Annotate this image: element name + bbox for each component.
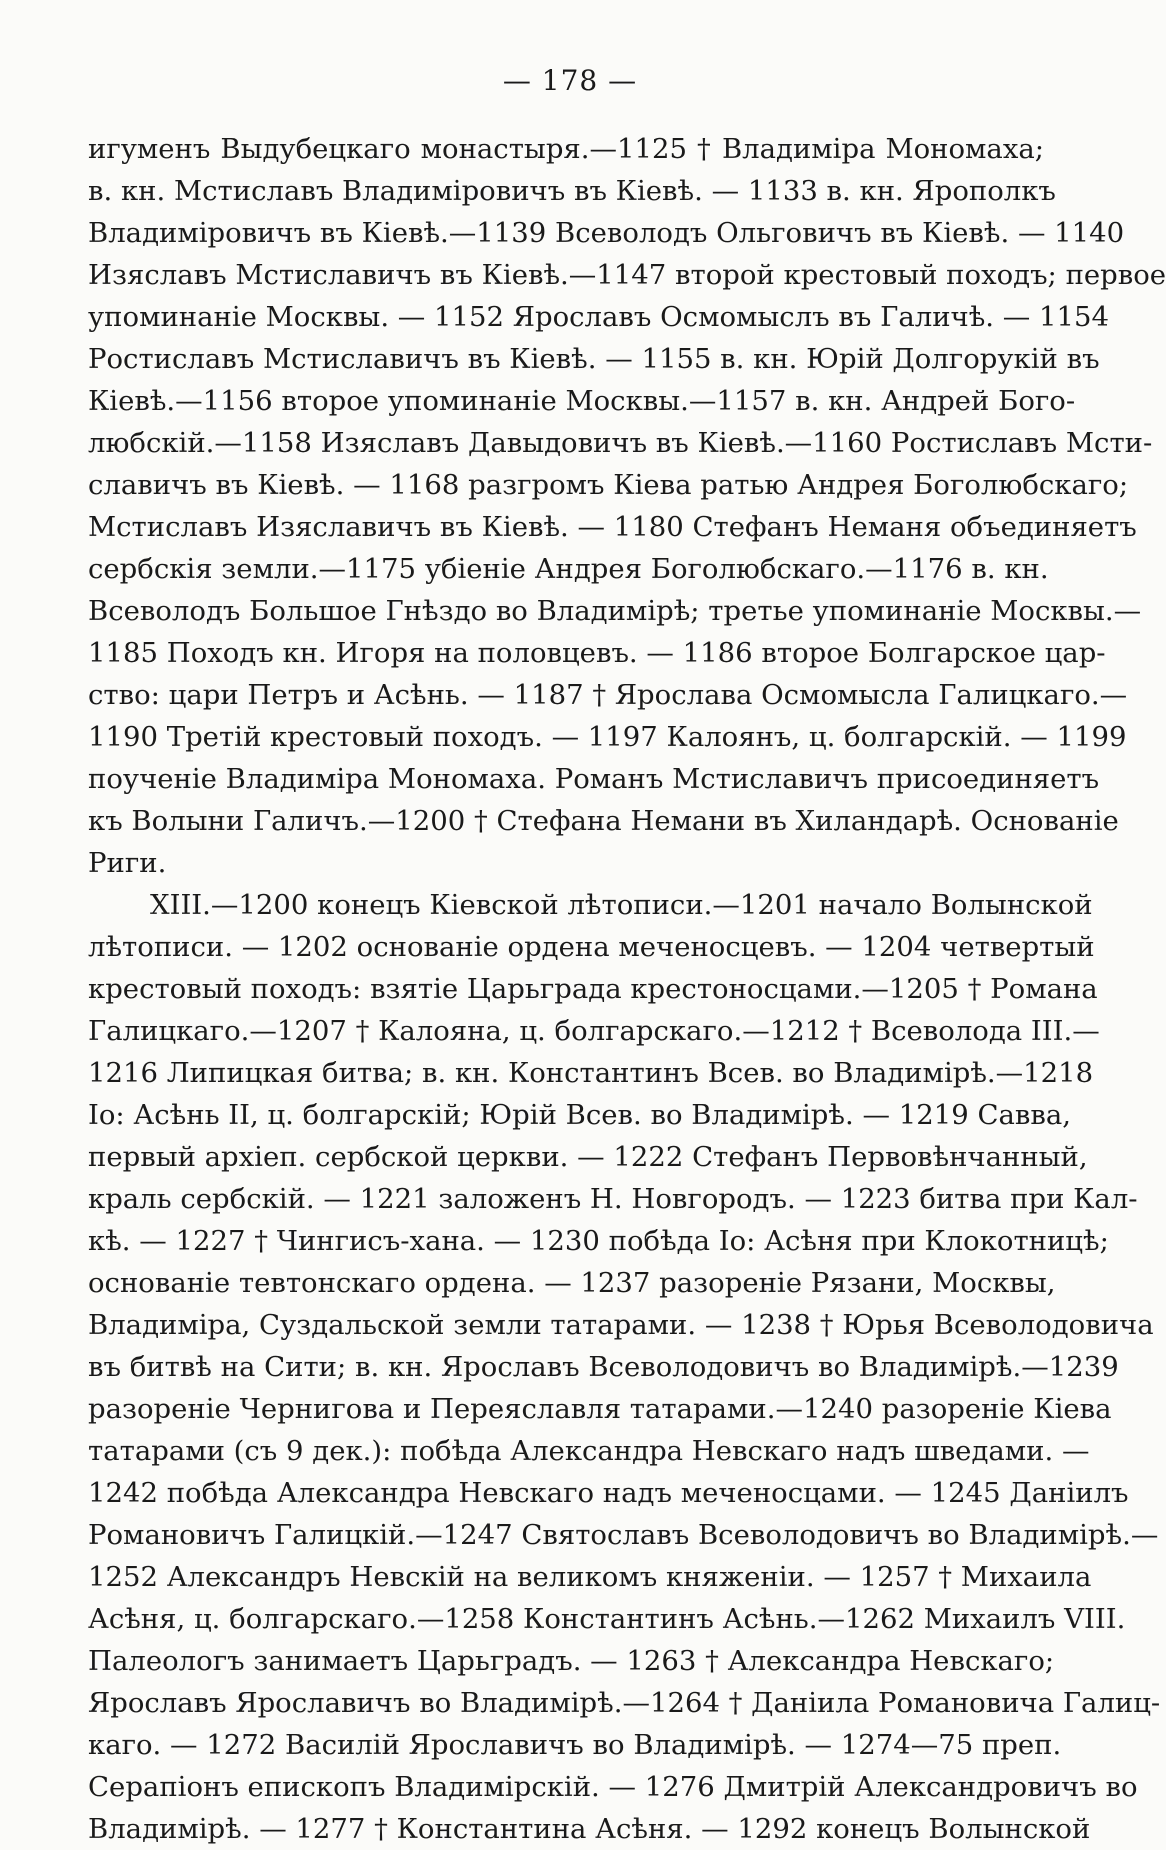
text-line: Асѣня, ц. болгарскаго.—1258 Константинъ Асѣнь.—1262 Михаилъ VIII. [88,1603,1126,1635]
text-line: Кіевѣ.—1156 второе упоминаніе Москвы.—1157 в. кн. Андрей Бого- [88,385,1076,417]
text-line: основаніе тевтонскаго ордена. — 1237 разореніе Рязани, Москвы, [88,1267,1056,1299]
text-line: Владиміра, Суздальской земли татарами. — 1238 † Юрья Всеволодовича [88,1309,1154,1341]
text-line: крестовый походъ: взятіе Царьграда крестоносцами.—1205 † Романа [88,973,1098,1005]
text-line: Іо: Асѣнь II, ц. болгарскій; Юрій Всев. во Владимірѣ. — 1219 Савва, [88,1099,1071,1131]
text-line: Владимірѣ. — 1277 † Константина Асѣня. — 1292 конецъ Волынской [88,1813,1091,1845]
text-line: ство: цари Петръ и Асѣнь. — 1187 † Ярослава Осмомысла Галицкаго.— [88,679,1128,711]
text-line: сербскія земли.—1175 убіеніе Андрея Боголюбскаго.—1176 в. кн. [88,553,1049,585]
text-line: 1190 Третій крестовый походъ. — 1197 Калоянъ, ц. болгарскій. — 1199 [88,721,1127,753]
text-line: упоминаніе Москвы. — 1152 Ярославъ Осмомыслъ въ Галичѣ. — 1154 [88,301,1110,333]
text-line: разореніе Чернигова и Переяславля татарами.—1240 разореніе Кіева [88,1393,1112,1425]
text-line: в. кн. Мстиславъ Владиміровичъ въ Кіевѣ. — 1133 в. кн. Ярополкъ [88,175,1056,207]
text-line: лѣтописи. — 1202 основаніе ордена меченосцевъ. — 1204 четвертый [88,931,1095,963]
text-line: Владиміровичъ въ Кіевѣ.—1139 Всеволодъ Ольговичъ въ Кіевѣ. — 1140 [88,217,1125,249]
text-line: Изяславъ Мстиславичъ въ Кіевѣ.—1147 второй крестовый походъ; первое [88,259,1166,291]
page-number: — 178 — [502,64,638,97]
text-line: кѣ. — 1227 † Чингисъ-хана. — 1230 побѣда Іо: Асѣня при Клокотницѣ; [88,1225,1109,1257]
text-line: къ Волыни Галичъ.—1200 † Стефана Немани въ Хиландарѣ. Основаніе [88,805,1119,837]
text-line: татарами (съ 9 дек.): побѣда Александра Невскаго надъ шведами. — [88,1435,1090,1467]
text-line: краль сербскій. — 1221 заложенъ Н. Новгородъ. — 1223 битва при Кал- [88,1183,1138,1215]
text-line: поученіе Владиміра Мономаха. Романъ Мстиславичъ присоединяетъ [88,763,1100,795]
text-line: славичъ въ Кіевѣ. — 1168 разгромъ Кіева ратью Андрея Боголюбскаго; [88,469,1129,501]
text-line: Мстиславъ Изяславичъ въ Кіевѣ. — 1180 Стефанъ Неманя объединяетъ [88,511,1137,543]
body-text [88,128,1166,1850]
text-line: игуменъ Выдубецкаго монастыря.—1125 † Владиміра Мономаха; [88,133,1044,165]
text-line: XIII.—1200 конецъ Кіевской лѣтописи.—1201 начало Волынской [150,889,1093,921]
text-line: Ярославъ Ярославичъ во Владимірѣ.—1264 † Даніила Романовича Галиц- [88,1687,1161,1719]
text-line: Романовичъ Галицкій.—1247 Святославъ Всеволодовичъ во Владимірѣ.— [88,1519,1159,1551]
text-line: 1242 побѣда Александра Невскаго надъ меченосцами. — 1245 Даніилъ [88,1477,1129,1509]
text-line: Ростиславъ Мстиславичъ въ Кіевѣ. — 1155 в. кн. Юрій Долгорукій въ [88,343,1100,375]
text-line: Галицкаго.—1207 † Калояна, ц. болгарскаго.—1212 † Всеволода III.— [88,1015,1100,1047]
text-line: 1216 Липицкая битва; в. кн. Константинъ Всев. во Владимірѣ.—1218 [88,1057,1094,1089]
text-line: въ битвѣ на Сити; в. кн. Ярославъ Всеволодовичъ во Владимірѣ.—1239 [88,1351,1119,1383]
text-line: каго. — 1272 Василій Ярославичъ во Владимірѣ. — 1274—75 преп. [88,1729,1062,1761]
paragraph-2 [88,884,1161,1850]
text-line: 1252 Александръ Невскій на великомъ княженіи. — 1257 † Михаила [88,1561,1092,1593]
text-line: Серапіонъ епископъ Владимірскій. — 1276 Дмитрій Александровичъ во [88,1771,1138,1803]
text-line: первый архіеп. сербской церкви. — 1222 Стефанъ Первовѣнчанный, [88,1141,1088,1173]
text-line: Риги. [88,847,167,879]
paragraph-1 [88,128,1166,884]
text-line: Палеологъ занимаетъ Царьградъ. — 1263 † Александра Невскаго; [88,1645,1055,1677]
text-line: любскій.—1158 Изяславъ Давыдовичъ въ Кіевѣ.—1160 Ростиславъ Мсти- [88,427,1153,459]
text-line: Всеволодъ Большое Гнѣздо во Владимірѣ; третье упоминаніе Москвы.— [88,595,1142,627]
text-line: 1185 Походъ кн. Игоря на половцевъ. — 1186 второе Болгарское цар- [88,637,1106,669]
